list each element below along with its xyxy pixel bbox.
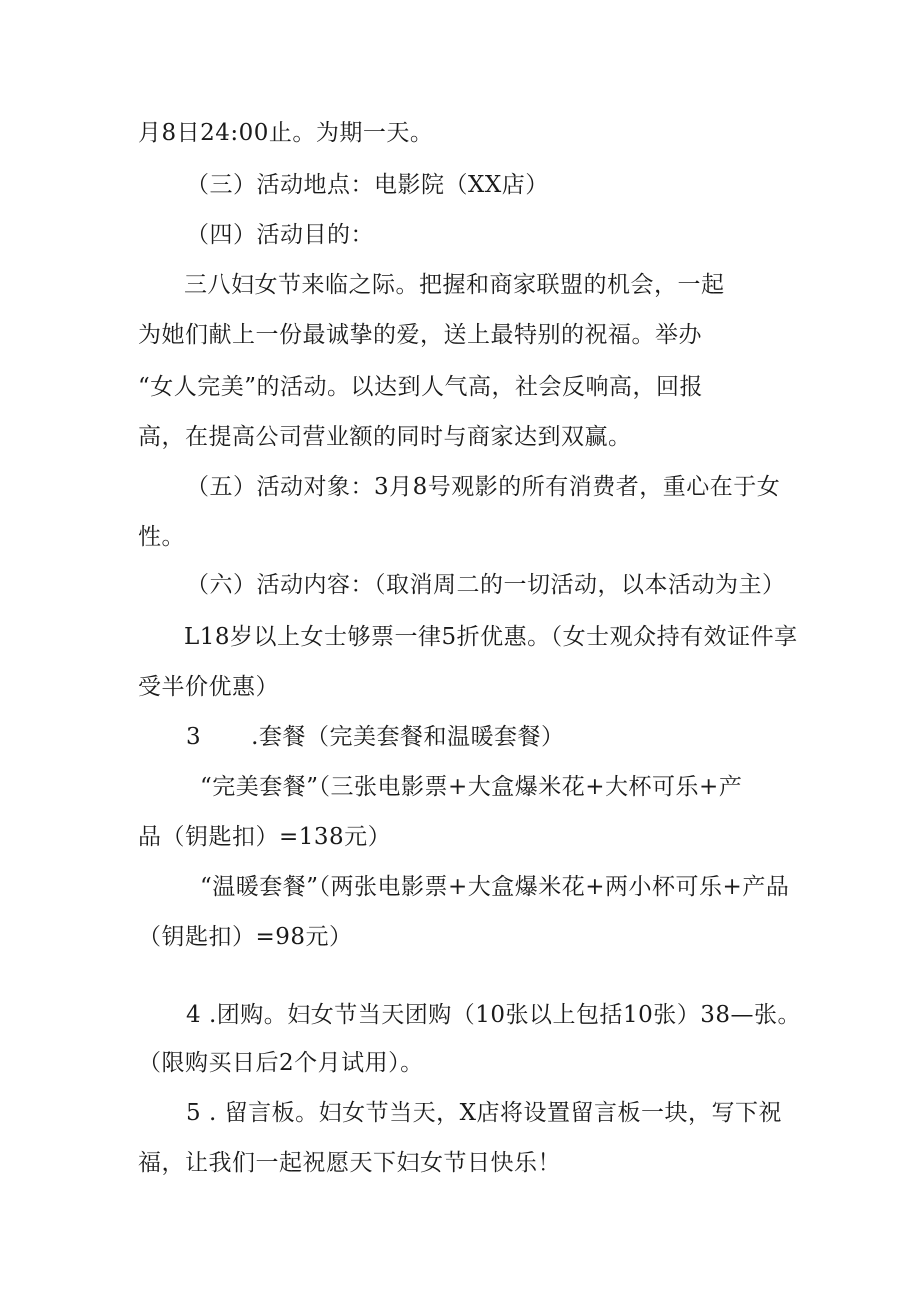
text-line: “女人完美”的活动。以达到人气高，社会反响高，回报: [138, 374, 704, 400]
list-item-message-board: 5 . 留言板。妇女节当天，X店将设置留言板一块，写下祝: [186, 1100, 782, 1126]
text-line: 性。: [138, 524, 185, 550]
text-line: （限购买日后2个月试用）。: [138, 1050, 424, 1076]
package-perfect: “完美套餐”（三张电影票+大盒爆米花+大杯可乐+产: [200, 774, 743, 800]
text-line: 高，在提高公司营业额的同时与商家达到双赢。: [138, 424, 632, 450]
section-heading-location: （三）活动地点：电影院（XX店）: [186, 172, 549, 198]
text-line: 为她们献上一份最诚挚的爱，送上最特别的祝福。举办: [138, 322, 702, 348]
list-number: 3: [186, 724, 202, 750]
list-item-package: [186, 722, 564, 752]
section-heading-audience: （五）活动对象：3月8号观影的所有消费者，重心在于女: [186, 474, 781, 500]
list-item-group-buy: 4 .团购。妇女节当天团购（10张以上包括10张）38—张。: [186, 1002, 802, 1028]
list-item-discount: L18岁以上女士够票一律5折优惠。（女士观众持有效证件享: [184, 624, 798, 650]
text-line: 月8日24:00止。为期一天。: [138, 120, 434, 146]
text-line: 受半价优惠）: [138, 674, 279, 700]
text-line: 三八妇女节来临之际。把握和商家联盟的机会，一起: [184, 272, 725, 298]
text-line: （钥匙扣）=98元）: [138, 924, 353, 950]
list-item-text: .套餐（完美套餐和温暖套餐）: [251, 724, 565, 750]
text-line: 福，让我们一起祝愿天下妇女节日快乐！: [138, 1150, 561, 1176]
section-heading-content: （六）活动内容：（取消周二的一切活动，以本活动为主）: [186, 572, 786, 598]
section-heading-purpose: （四）活动目的：: [186, 222, 374, 248]
package-warm: “温暖套餐”（两张电影票+大盒爆米花+两小杯可乐+产品: [200, 874, 790, 900]
text-line: 品（钥匙扣）=138元）: [138, 824, 392, 850]
